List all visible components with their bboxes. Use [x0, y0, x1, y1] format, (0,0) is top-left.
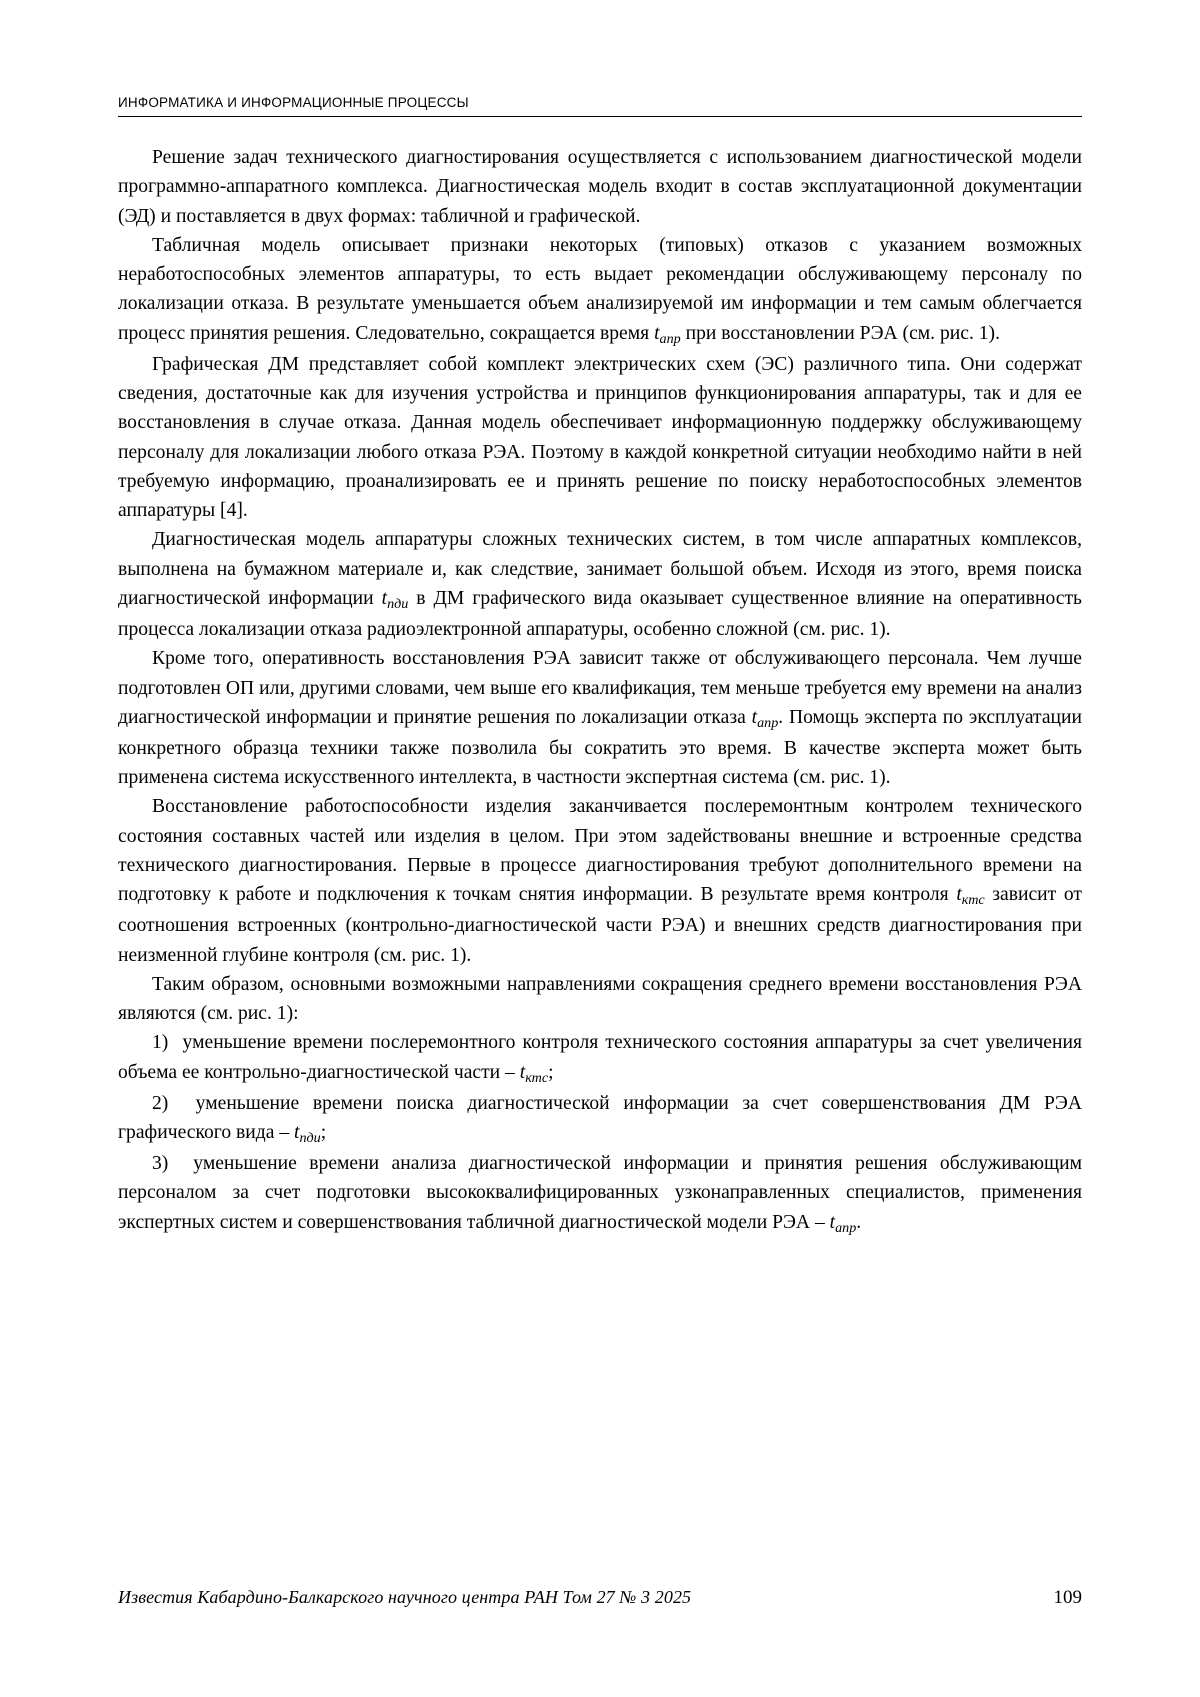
header-rule — [118, 116, 1082, 117]
paragraph-6: Восстановление работоспособности изделия заканчивается послеремонтным контролем технического состояния составных частей или изделия в целом. При этом задействованы внешние и встроенные средства технического диагностирования. Первые в процессе диагностирования требуют дополнительного времени на подготовку к работе и подключения к точкам снятия информации. В результате время контроля $t_{ктс}$ зависит от соотношения встроенных (контрольно-диагностической части РЭА) и внешних средств диагностирования при неизменной глубине контроля (см. рис. 1). — [118, 796, 1082, 966]
paragraph-3: Графическая ДМ представляет собой комплект электрических схем (ЭС) различного типа. Они содержат сведения, достаточные как для изучения устройства и принципов функционирования аппаратуры, так и для ее восстановления в случае отказа. Данная модель обеспечивает информационную поддержку обслуживающему персоналу для локализации любого отказа РЭА. Поэтому в каждой конкретной ситуации необходимо найти в ней требуемую информацию, проанализировать ее и принять решение по поиску неработоспособных элементов аппаратуры [4]. — [118, 353, 1082, 522]
paragraph-4: Диагностическая модель аппаратуры сложных технических систем, в том числе аппаратных комплексов, выполнена на бумажном материале и, как следствие, занимает большой объем. Исходя из этого, время поиска диагностической информации $t_{пди}$ в ДМ графического вида оказывает существенное влияние на оперативность процесса локализации отказа радиоэлектронной аппаратуры, особенно сложной (см. рис. 1). — [118, 529, 1082, 640]
page-number: 109 — [1053, 1587, 1082, 1608]
paragraph-1: Решение задач технического диагностирования осуществляется с использованием диагностической модели программно-аппаратного комплекса. Диагностическая модель входит в состав эксплуатационной документации (ЭД) и поставляется в двух формах: табличной и графической. — [118, 147, 1082, 227]
page-footer — [118, 1587, 1082, 1609]
list-item-3: 3) уменьшение времени анализа диагностической информации и принятия решения обслуживающим персоналом за счет подготовки высококвалифицированных узконаправленных специалистов, применения экспертных систем и совершенствования табличной диагностической модели РЭА – $t_{апр}$. — [118, 1152, 1082, 1236]
paragraph-5: Кроме того, оперативность восстановления РЭА зависит также от обслуживающего персонала. Чем лучше подготовлен ОП или, другими словами, чем выше его квалификация, тем меньше требуется ему времени на анализ диагностической информации и принятие решения по локализации отказа $t_{апр}$. Помощь эксперта по эксплуатации конкретного образца техники также позволила бы сократить это время. В качестве эксперта может быть применена система искусственного интеллекта, в частности экспертная система (см. рис. 1). — [118, 648, 1082, 789]
running-head: ИНФОРМАТИКА И ИНФОРМАЦИОННЫЕ ПРОЦЕССЫ — [118, 95, 469, 110]
paragraph-7: Таким образом, основными возможными направлениями сокращения среднего времени восстановления РЭА являются (см. рис. 1): — [118, 973, 1082, 1025]
article-body — [118, 143, 1082, 1239]
journal-citation: Известия Кабардино-Балкарского научного центра РАН Том 27 № 3 2025 — [118, 1587, 692, 1607]
list-item-2: 2) уменьшение времени поиска диагностической информации за счет совершенствования ДМ РЭА графического вида – $t_{пди}$; — [118, 1092, 1082, 1146]
list-item-1: 1) уменьшение времени послеремонтного контроля технического состояния аппаратуры за счет увеличения объема ее контрольно-диагностической части – $t_{ктс}$; — [118, 1032, 1082, 1086]
paragraph-2: Табличная модель описывает признаки некоторых (типовых) отказов с указанием возможных неработоспособных элементов аппаратуры, то есть выдает рекомендации обслуживающему персоналу по локализации отказа. В результате уменьшается объем анализируемой им информации и тем самым облегчается процесс принятия решения. Следовательно, сокращается время $t_{апр}$ при восстановлении РЭА (см. рис. 1). — [118, 234, 1082, 347]
